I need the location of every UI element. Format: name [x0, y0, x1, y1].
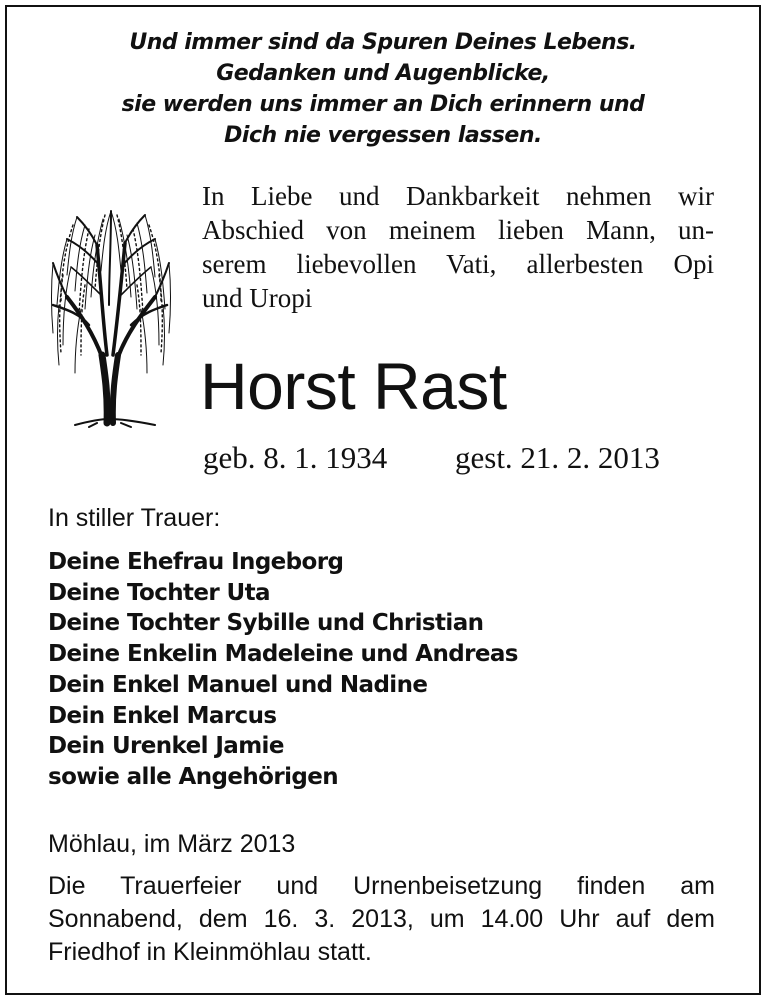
mourner-entry: Dein Enkel Marcus	[48, 702, 277, 729]
memorial-verse	[0, 27, 766, 151]
mourner-entry: sowie alle Angehörigen	[48, 763, 339, 790]
mourner-entry: Dein Urenkel Jamie	[48, 733, 284, 760]
intro-line: In Liebe und Dankbarkeit nehmen wir	[202, 181, 714, 211]
mourner-entry: Deine Tochter Uta	[48, 579, 270, 606]
verse-line: Gedanken und Augenblicke,	[216, 61, 550, 86]
intro-line: Abschied von meinem lieben Mann, un-	[202, 215, 714, 245]
verse-line: Dich nie vergessen lassen.	[224, 123, 542, 148]
mourning-heading: In stiller Trauer:	[48, 504, 221, 532]
mourner-entry: Dein Enkel Manuel und Nadine	[48, 671, 428, 698]
ceremony-line: Die Trauerfeier und Urnenbeisetzung finden am	[48, 872, 715, 900]
intro-line: und Uropi	[202, 283, 313, 313]
life-dates	[203, 438, 683, 478]
farewell-intro	[202, 179, 714, 315]
mourner-entry: Deine Enkelin Madeleine und Andreas	[48, 641, 518, 668]
mourner-entry: Deine Ehefrau Ingeborg	[48, 549, 344, 575]
birth-date: geb. 8. 1. 1934	[203, 440, 388, 475]
weeping-willow-tree-icon	[45, 205, 175, 430]
place-and-date: Möhlau, im März 2013	[48, 830, 296, 858]
mourner-entry: Deine Tochter Sybille und Christian	[48, 610, 484, 637]
intro-line: serem liebevollen Vati, allerbesten Opi	[202, 249, 714, 279]
ceremony-info	[48, 870, 715, 969]
mourner-list	[48, 547, 518, 793]
death-date: gest. 21. 2. 2013	[455, 440, 660, 475]
deceased-name: Horst Rast	[200, 349, 507, 423]
ceremony-line: Sonnabend, dem 16. 3. 2013, um 14.00 Uhr auf dem	[48, 905, 715, 933]
verse-line: sie werden uns immer an Dich erinnern und	[121, 92, 645, 117]
ceremony-line: Friedhof in Kleinmöhlau statt.	[48, 938, 372, 966]
verse-line: Und immer sind da Spuren Deines Lebens.	[129, 30, 637, 55]
